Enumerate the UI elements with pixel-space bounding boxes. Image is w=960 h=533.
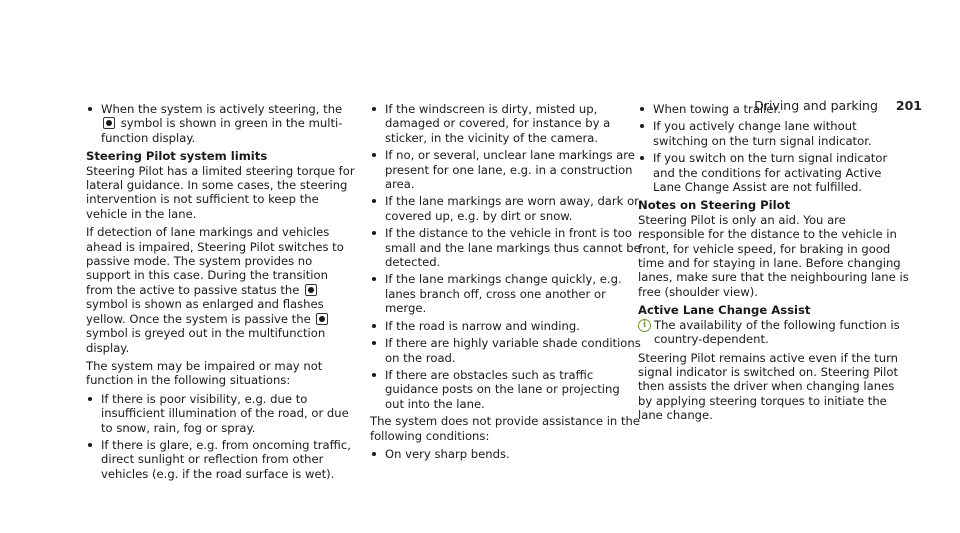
paragraph: Steering Pilot is only an aid. You are responsible for the distance to the vehicle in front, for vehicle speed, for braking in good time and for staying in lane. Before changing lanes, make sure that the neighbouring lane is free (shoulder view). <box>638 212 909 299</box>
bullet-list <box>86 392 358 481</box>
list-item: If you switch on the turn signal indicator and the conditions for activating Active Lane Change Assist are not fulfilled. <box>638 151 910 194</box>
heading-notes: Notes on Steering Pilot <box>638 198 791 213</box>
heading-active-lane-change: Active Lane Change Assist <box>638 303 811 318</box>
paragraph: Steering Pilot has a limited steering torque for lateral guidance. In some cases, the steering intervention is not sufficient to keep the vehicle in the lane. <box>86 163 355 221</box>
text: symbol is shown as enlarged and flashes yellow. Once the system is passive the <box>86 297 324 326</box>
text: When the system is actively steering, the <box>101 102 343 116</box>
bullet-list <box>638 102 910 194</box>
list-item: If there is glare, e.g. from oncoming traffic, direct sunlight or reflection from other vehicles (e.g. if the road surface is wet). <box>86 438 358 481</box>
text: If detection of lane markings and vehicles ahead is impaired, Steering Pilot switches to passive mode. The system provides no support in this case. During the transition from the active to passive status the <box>86 225 344 297</box>
list-item: If the lane markings change quickly, e.g. lanes branch off, cross one another or merge. <box>370 272 642 315</box>
info-icon: i <box>638 319 651 332</box>
paragraph <box>86 225 358 355</box>
note <box>638 318 910 347</box>
list-item: On very sharp bends. <box>370 447 642 461</box>
list-item: If there are highly variable shade conditions on the road. <box>370 336 642 365</box>
steering-pilot-icon <box>305 284 317 296</box>
column-1 <box>86 102 358 484</box>
paragraph: The system does not provide assistance in the following conditions: <box>370 414 640 443</box>
note-text: The availability of the following function is country-dependent. <box>654 317 900 347</box>
list-item: If there is poor visibility, e.g. due to insufficient illumination of the road, or due to snow, rain, fog or spray. <box>86 392 358 435</box>
bullet-list <box>370 102 642 411</box>
paragraph: The system may be impaired or may not function in the following situations: <box>86 358 323 388</box>
list-item: If the lane markings are worn away, dark or covered up, e.g. by dirt or snow. <box>370 194 642 223</box>
list-item: If no, or several, unclear lane markings are present for one lane, e.g. in a construction area. <box>370 148 642 191</box>
list-item: If the road is narrow and winding. <box>370 319 642 333</box>
heading-system-limits: Steering Pilot system limits <box>86 149 268 164</box>
list-item: When towing a trailer. <box>638 102 910 116</box>
paragraph: Steering Pilot remains active even if the turn signal indicator is switched on. Steering Pilot then assists the driver when changing lanes by applying steering torques to initiate the lane change. <box>638 350 899 423</box>
section-title: Driving and parking <box>754 98 878 113</box>
column-3 <box>638 102 910 427</box>
page-number: 201 <box>895 98 922 113</box>
bullet-list <box>86 102 358 145</box>
list-item: If the windscreen is dirty, misted up, damaged or covered, for instance by a sticker, in the vicinity of the camera. <box>370 102 642 145</box>
list-item <box>86 102 358 145</box>
list-item: If you actively change lane without switching on the turn signal indicator. <box>638 119 910 148</box>
list-item: If there are obstacles such as traffic guidance posts on the lane or projecting out into the lane. <box>370 368 642 411</box>
bullet-list <box>370 447 642 461</box>
steering-pilot-icon <box>316 313 328 325</box>
steering-pilot-icon <box>103 117 115 129</box>
list-item: If the distance to the vehicle in front is too small and the lane markings thus cannot be detected. <box>370 226 642 269</box>
text: symbol is shown in green in the multi-function display. <box>101 116 343 145</box>
text: symbol is greyed out in the multifunction display. <box>86 326 326 355</box>
column-2 <box>370 102 642 464</box>
